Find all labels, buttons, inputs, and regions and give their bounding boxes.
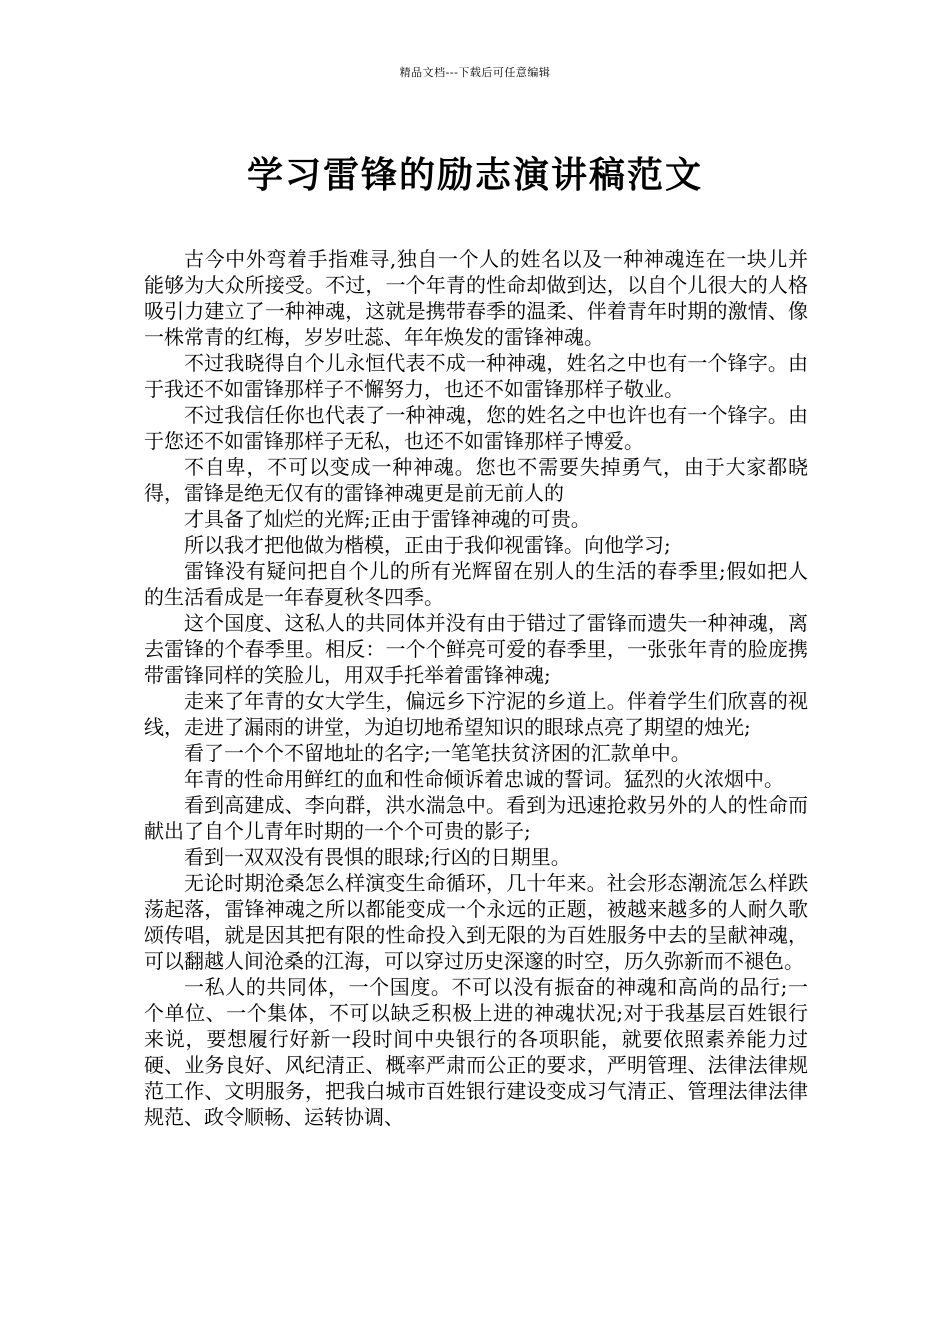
paragraph: 看到高建成、李向群，洪水湍急中。看到为迅速抢救另外的人的性命而献出了自个儿青年时期的一个个可贵的影子; — [144, 793, 808, 843]
paragraph: 不自卑，不可以变成一种神魂。您也不需要失掉勇气，由于大家都晓得，雷锋是绝无仅有的雷锋神魂更是前无前人的 — [144, 455, 808, 505]
paragraph: 一私人的共同体，一个国度。不可以没有振奋的神魂和高尚的品行;一个单位、一个集体，不可以缺乏积极上进的神魂状况;对于我基层百姓银行来说，要想履行好新一段时间中央银行的各项职能，就要依照素养能力过硬、业务良好、风纪清正、概率严肃而公正的要求，严明管理、法律法律规范工作、文明服务，把我白城市百姓银行建设变成习气清正、管理法律法律规范、政令顺畅、运转协调、 — [144, 975, 808, 1129]
paragraph: 走来了年青的女大学生，偏远乡下泞泥的乡道上。伴着学生们欣喜的视线，走进了漏雨的讲堂，为迫切地希望知识的眼球点亮了期望的烛光; — [144, 689, 808, 739]
paragraph: 看到一双双没有畏惧的眼球;行凶的日期里。 — [184, 845, 571, 869]
paragraph: 古今中外弯着手指难寻,独自一个人的姓名以及一种神魂连在一块儿并能够为大众所接受。不过，一个年青的性命却做到达，以自个儿很大的人格吸引力建立了一种神魂，这就是携带春季的温柔、伴着青年时期的激情、像一株常青的红梅，岁岁吐蕊、年年焕发的雷锋神魂。 — [144, 247, 808, 349]
paragraph: 无论时期沧桑怎么样演变生命循环，几十年来。社会形态潮流怎么样跌荡起落，雷锋神魂之所以都能变成一个永远的正题，被越来越多的人耐久歌颂传唱，就是因其把有限的性命投入到无限的为百姓服务中去的呈献神魂，可以翻越人间沧桑的江海，可以穿过历史深邃的时空，历久弥新而不褪色。 — [144, 871, 808, 973]
page-header: 精品文档---下载后可任意编辑 — [399, 66, 551, 79]
paragraph: 这个国度、这私人的共同体并没有由于错过了雷锋而遗失一种神魂，离去雷锋的个春季里。相反：一个个鲜亮可爱的春季里，一张张年青的脸庞携带雷锋同样的笑脸儿，用双手托举着雷锋神魂; — [144, 611, 808, 687]
document-title: 学习雷锋的励志演讲稿范文 — [246, 155, 703, 197]
paragraph: 才具备了灿烂的光辉;正由于雷锋神魂的可贵。 — [184, 507, 591, 531]
paragraph: 看了一个个不留地址的名字;一笔笔扶贫济困的汇款单中。 — [184, 741, 691, 765]
paragraph: 雷锋没有疑问把自个儿的所有光辉留在别人的生活的春季里;假如把人的生活看成是一年春夏秋冬四季。 — [144, 559, 808, 609]
document-body — [144, 246, 808, 1130]
paragraph: 不过我信任你也代表了一种神魂，您的姓名之中也许也有一个锋字。由于您还不如雷锋那样子无私，也还不如雷锋那样子博爱。 — [144, 403, 808, 453]
paragraph: 所以我才把他做为楷模，正由于我仰视雷锋。向他学习; — [184, 533, 671, 557]
paragraph: 年青的性命用鲜红的血和性命倾诉着忠诚的誓词。猛烈的火浓烟中。 — [184, 767, 784, 791]
paragraph: 不过我晓得自个儿永恒代表不成一种神魂，姓名之中也有一个锋字。由于我还不如雷锋那样子不懈努力，也还不如雷锋那样子敬业。 — [144, 351, 808, 401]
